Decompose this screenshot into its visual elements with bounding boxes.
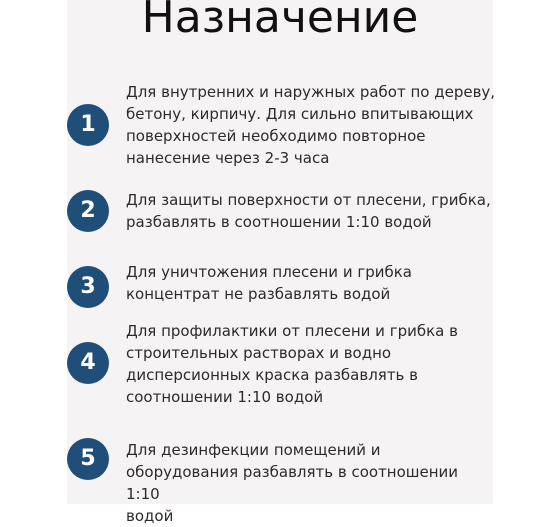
- item-text: Для внутренних и наружных работ по дереву, бетону, кирпичу. Для сильно впитывающих поверхностей необходимо повторное нанесение через 2-3 часа: [126, 83, 496, 167]
- item-text: Для дезинфекции помещений и оборудования разбавлять в соотношении 1:10 водой: [126, 441, 459, 525]
- item-number-badge: 1: [67, 104, 109, 146]
- item-text: Для уничтожения плесени и грибка концентрат не разбавлять водой: [126, 263, 412, 303]
- item-text: Для профилактики от плесени и грибка в строительных растворах и водно дисперсионных краска разбавлять в соотношении 1:10 водой: [126, 322, 458, 406]
- item-number-badge: 3: [67, 266, 109, 308]
- page-title: Назначение: [141, 0, 419, 43]
- content-panel: [67, 0, 493, 504]
- item-text: Для защиты поверхности от плесени, грибка, разбавлять в соотношении 1:10 водой: [126, 191, 491, 231]
- item-number-badge: 2: [67, 190, 109, 232]
- item-number-badge: 5: [67, 438, 109, 480]
- item-number-badge: 4: [67, 342, 109, 384]
